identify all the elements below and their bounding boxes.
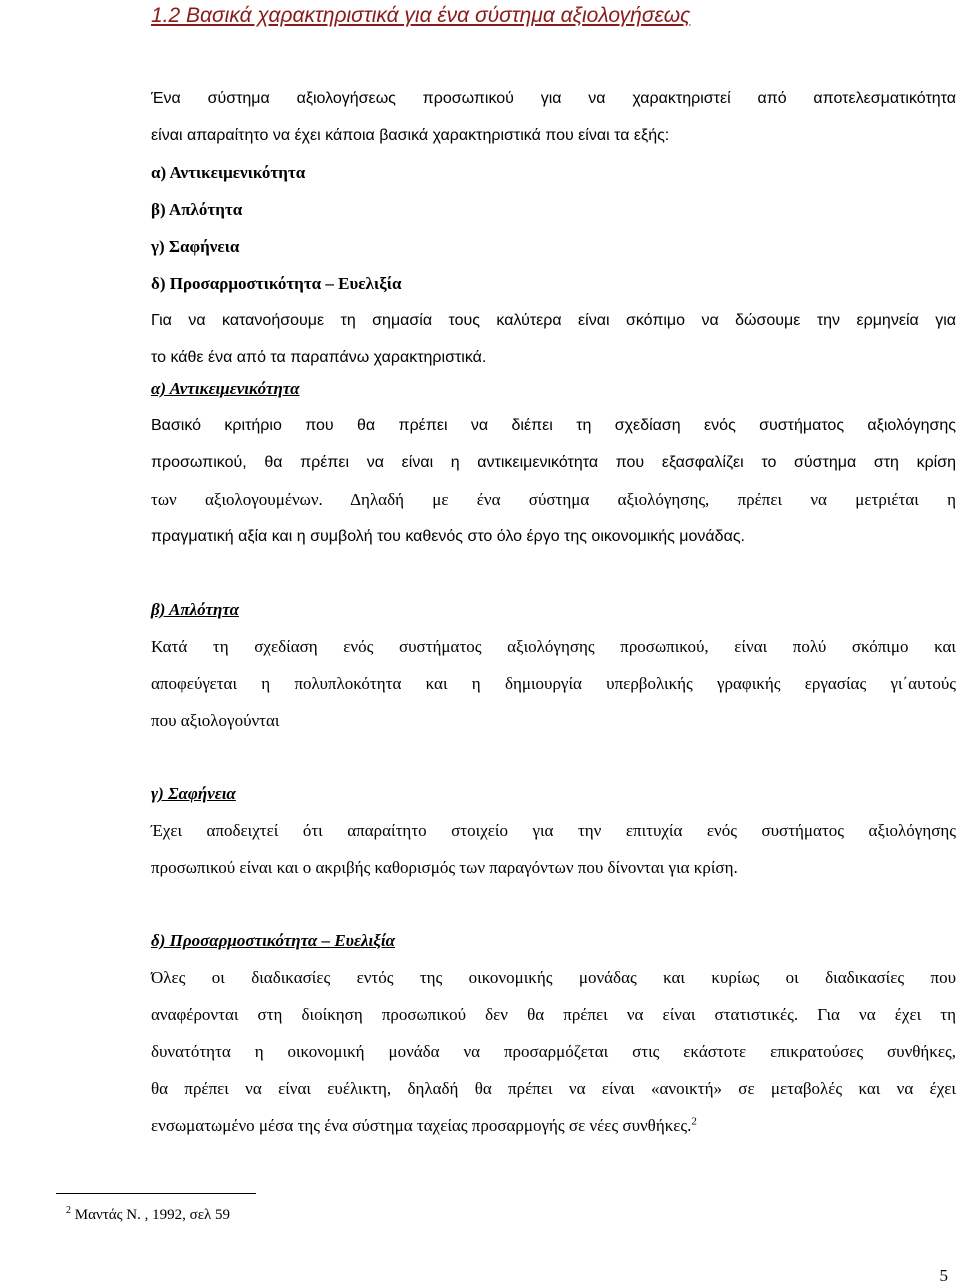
- footnote-reference: 2: [691, 1115, 697, 1128]
- body-line: που αξιολογούνται: [151, 711, 280, 730]
- section-title: α) Αντικειμενικότητα: [151, 379, 300, 398]
- intro-line: είναι απαραίτητο να έχει κάποια βασικά χαρακτηριστικά που είναι τα εξής:: [151, 127, 670, 144]
- body-line: Έχει αποδειχτεί ότι απαραίτητο στοιχείο για την επιτυχία ενός συστήματος αξιολόγησης: [151, 821, 956, 840]
- body-line: προσωπικού, θα πρέπει να είναι η αντικειμενικότητα που εξασφαλίζει το σύστημα στη κρίση: [151, 454, 956, 471]
- body-line: αναφέρονται στη διοίκηση προσωπικού δεν θα πρέπει να είναι στατιστικές. Για να έχει τη: [151, 1005, 956, 1024]
- body-line-with-footnote: [151, 1107, 956, 1144]
- section-body: [151, 628, 956, 739]
- section-adaptability: [151, 922, 956, 1144]
- characteristic-list-item: δ) Προσαρμοστικότητα – Ευελιξία: [151, 274, 402, 293]
- body-line: δυνατότητα η οικονομική μονάδα να προσαρμόζεται στις εκάστοτε επικρατούσες συνθήκες,: [151, 1042, 956, 1061]
- section-title: β) Απλότητα: [151, 600, 239, 619]
- section-clarity: [151, 775, 956, 886]
- characteristic-list-item: β) Απλότητα: [151, 200, 243, 219]
- body-line: των αξιολογουμένων. Δηλαδή με ένα σύστημα αξιολόγησης, πρέπει να μετριέται η: [151, 490, 956, 509]
- characteristic-list-item: γ) Σαφήνεια: [151, 237, 240, 256]
- intro-line: το κάθε ένα από τα παραπάνω χαρακτηριστικά.: [151, 349, 487, 366]
- section-title: δ) Προσαρμοστικότητα – Ευελιξία: [151, 931, 396, 950]
- body-line: θα πρέπει να είναι ευέλικτη, δηλαδή θα πρέπει να είναι «ανοικτή» σε μεταβολές και να έχει: [151, 1079, 956, 1098]
- footnote: [66, 1207, 230, 1224]
- section-body: [151, 959, 956, 1144]
- footnote-separator: [56, 1193, 256, 1194]
- body-line: πραγματική αξία και η συμβολή του καθενός στο όλο έργο της οικονομικής μονάδας.: [151, 528, 745, 545]
- intro-block: [151, 80, 956, 376]
- body-line: προσωπικού είναι και ο ακριβής καθορισμός των παραγόντων που δίνονται για κρίση.: [151, 858, 738, 877]
- section-objectivity: [151, 370, 956, 555]
- section-body: [151, 812, 956, 886]
- section-heading: 1.2 Βασικά χαρακτηριστικά για ένα σύστημα αξιολογήσεως: [151, 4, 691, 27]
- body-line: αποφεύγεται η πολυπλοκότητα και η δημιουργία υπερβολικής γραφικής εργασίας γι΄αυτούς: [151, 674, 956, 693]
- characteristic-list-item: α) Αντικειμενικότητα: [151, 163, 306, 182]
- body-line: Κατά τη σχεδίαση ενός συστήματος αξιολόγησης προσωπικού, είναι πολύ σκόπιμο και: [151, 637, 956, 656]
- intro-line: Για να κατανοήσουμε τη σημασία τους καλύτερα είναι σκόπιμο να δώσουμε την ερμηνεία για: [151, 312, 956, 329]
- body-line: ενσωματωμένο μέσα της ένα σύστημα ταχείας προσαρμογής σε νέες συνθήκες.: [151, 1116, 692, 1135]
- footnote-number: 2: [66, 1205, 71, 1216]
- section-body: [151, 407, 956, 555]
- page-number: 5: [939, 1266, 948, 1285]
- intro-line: Ένα σύστημα αξιολογήσεως προσωπικού για να χαρακτηριστεί από αποτελεσματικότητα: [151, 90, 956, 107]
- body-line: Βασικό κριτήριο που θα πρέπει να διέπει τη σχεδίαση ενός συστήματος αξιολόγησης: [151, 417, 956, 434]
- body-line: Όλες οι διαδικασίες εντός της οικονομικής μονάδας και κυρίως οι διαδικασίες που: [151, 968, 956, 987]
- section-simplicity: [151, 591, 956, 739]
- footnote-text: Μαντάς Ν. , 1992, σελ 59: [74, 1207, 231, 1223]
- section-title: γ) Σαφήνεια: [151, 784, 236, 803]
